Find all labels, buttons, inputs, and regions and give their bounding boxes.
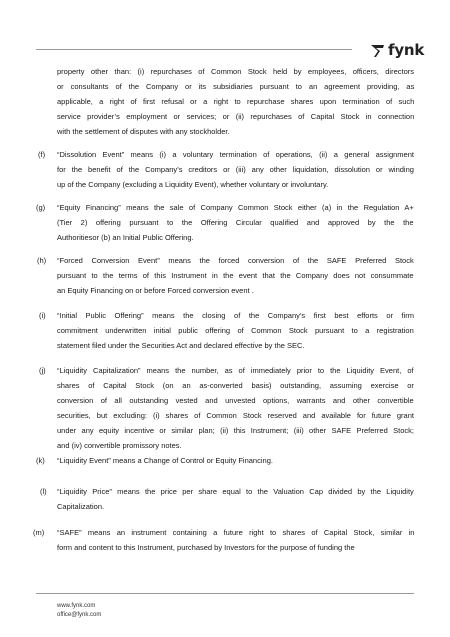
paragraph-line: Authoritiesor (b) an Initial Public Offering. xyxy=(57,233,194,242)
paragraph-line: applicable, a right of first refusal or a right to repurchase shares upon termination of such xyxy=(57,97,415,106)
paragraph-line: property other than: (i) repurchases of Common Stock held by employees, officers, directors xyxy=(57,67,414,76)
paragraph-line: “Liquidity Price” means the price per share equal to the Valuation Cap divided by the Liquidity xyxy=(57,487,414,496)
paragraph-line: an Equity Financing on or before Forced conversion event . xyxy=(57,286,254,295)
paragraph-label: (l) xyxy=(40,487,47,496)
paragraph-label: (h) xyxy=(37,256,47,265)
paragraph-label: (m) xyxy=(33,528,45,537)
paragraph-line: securities, but excluding: (i) shares of Common Stock reserved and available for future grant xyxy=(57,411,414,420)
footer-email: office@fynk.com xyxy=(57,612,102,618)
paragraph-line: “SAFE” means an instrument containing a future right to shares of Capital Stock, similar in xyxy=(57,528,415,537)
paragraph-line: with the settlement of disputes with any stockholder. xyxy=(57,127,230,136)
header-rule xyxy=(36,49,352,50)
paragraph-label: (f) xyxy=(38,150,46,159)
paragraph-line: “Liquidity Event” means a Change of Control or Equity Financing. xyxy=(57,456,273,465)
fynk-logo-icon xyxy=(370,42,385,58)
paragraph-line: under any equity incentive or similar plan; (ii) this Instrument; (iii) other SAFE Preferred Stock; xyxy=(57,426,414,435)
brand-name: fynk xyxy=(388,41,425,59)
paragraph-line: or consultants of the Company or its subsidiaries pursuant to an agreement providing, as xyxy=(57,82,415,91)
footer-rule xyxy=(36,593,414,594)
brand-logo xyxy=(370,40,424,60)
paragraph-line: shares of Capital Stock (on an as-converted basis) outstanding, assuming exercise or xyxy=(57,381,414,390)
paragraph-label: (k) xyxy=(36,456,45,465)
paragraph-line: commitment underwritten initial public offering of Common Stock pursuant to a registration xyxy=(57,326,414,335)
paragraph-line: form and content to this Instrument, purchased by Investors for the purpose of funding the xyxy=(57,543,355,552)
paragraph-line: for the benefit of the Company’s creditors or (iii) any other liquidation, dissolution or winding xyxy=(57,165,414,174)
paragraph-line: “Dissolution Event” means (i) a voluntary termination of operations, (ii) a general assignment xyxy=(57,150,414,159)
paragraph-line: pursuant to the terms of this Instrument in the event that the Company does not consummate xyxy=(57,271,414,280)
paragraph-line: conversion of all outstanding vested and unvested options, warrants and other convertible xyxy=(57,396,414,405)
paragraph-line: “Forced Conversion Event” means the forced conversion of the SAFE Preferred Stock xyxy=(57,256,414,265)
footer-website: www.fynk.com xyxy=(57,603,96,609)
paragraph-label: (j) xyxy=(39,366,46,375)
paragraph-line: statement filed under the Securities Act and declared effective by the SEC. xyxy=(57,341,305,350)
paragraph-line: and (iv) convertible promissory notes. xyxy=(57,441,182,450)
paragraph-line: Capitalization. xyxy=(57,502,105,511)
paragraph-label: (g) xyxy=(36,203,46,212)
paragraph-line: up of the Company (excluding a Liquidity Event), whether voluntary or involuntary. xyxy=(57,180,329,189)
paragraph-line: service provider’s employment or services; or (ii) repurchases of Capital Stock in connection xyxy=(57,112,415,121)
paragraph-line: (Tier 2) offering pursuant to the Offering Circular qualified and approved by the the xyxy=(57,218,414,227)
paragraph-line: “Liquidity Capitalization” means the number, as of immediately prior to the Liquidity Event, of xyxy=(57,366,414,375)
paragraph-line: “Initial Public Offering” means the closing of the Company’s first best efforts or firm xyxy=(57,311,415,320)
paragraph-line: “Equity Financing” means the sale of Company Common Stock either (a) in the Regulation A+ xyxy=(57,203,414,212)
paragraph-label: (i) xyxy=(39,311,46,320)
